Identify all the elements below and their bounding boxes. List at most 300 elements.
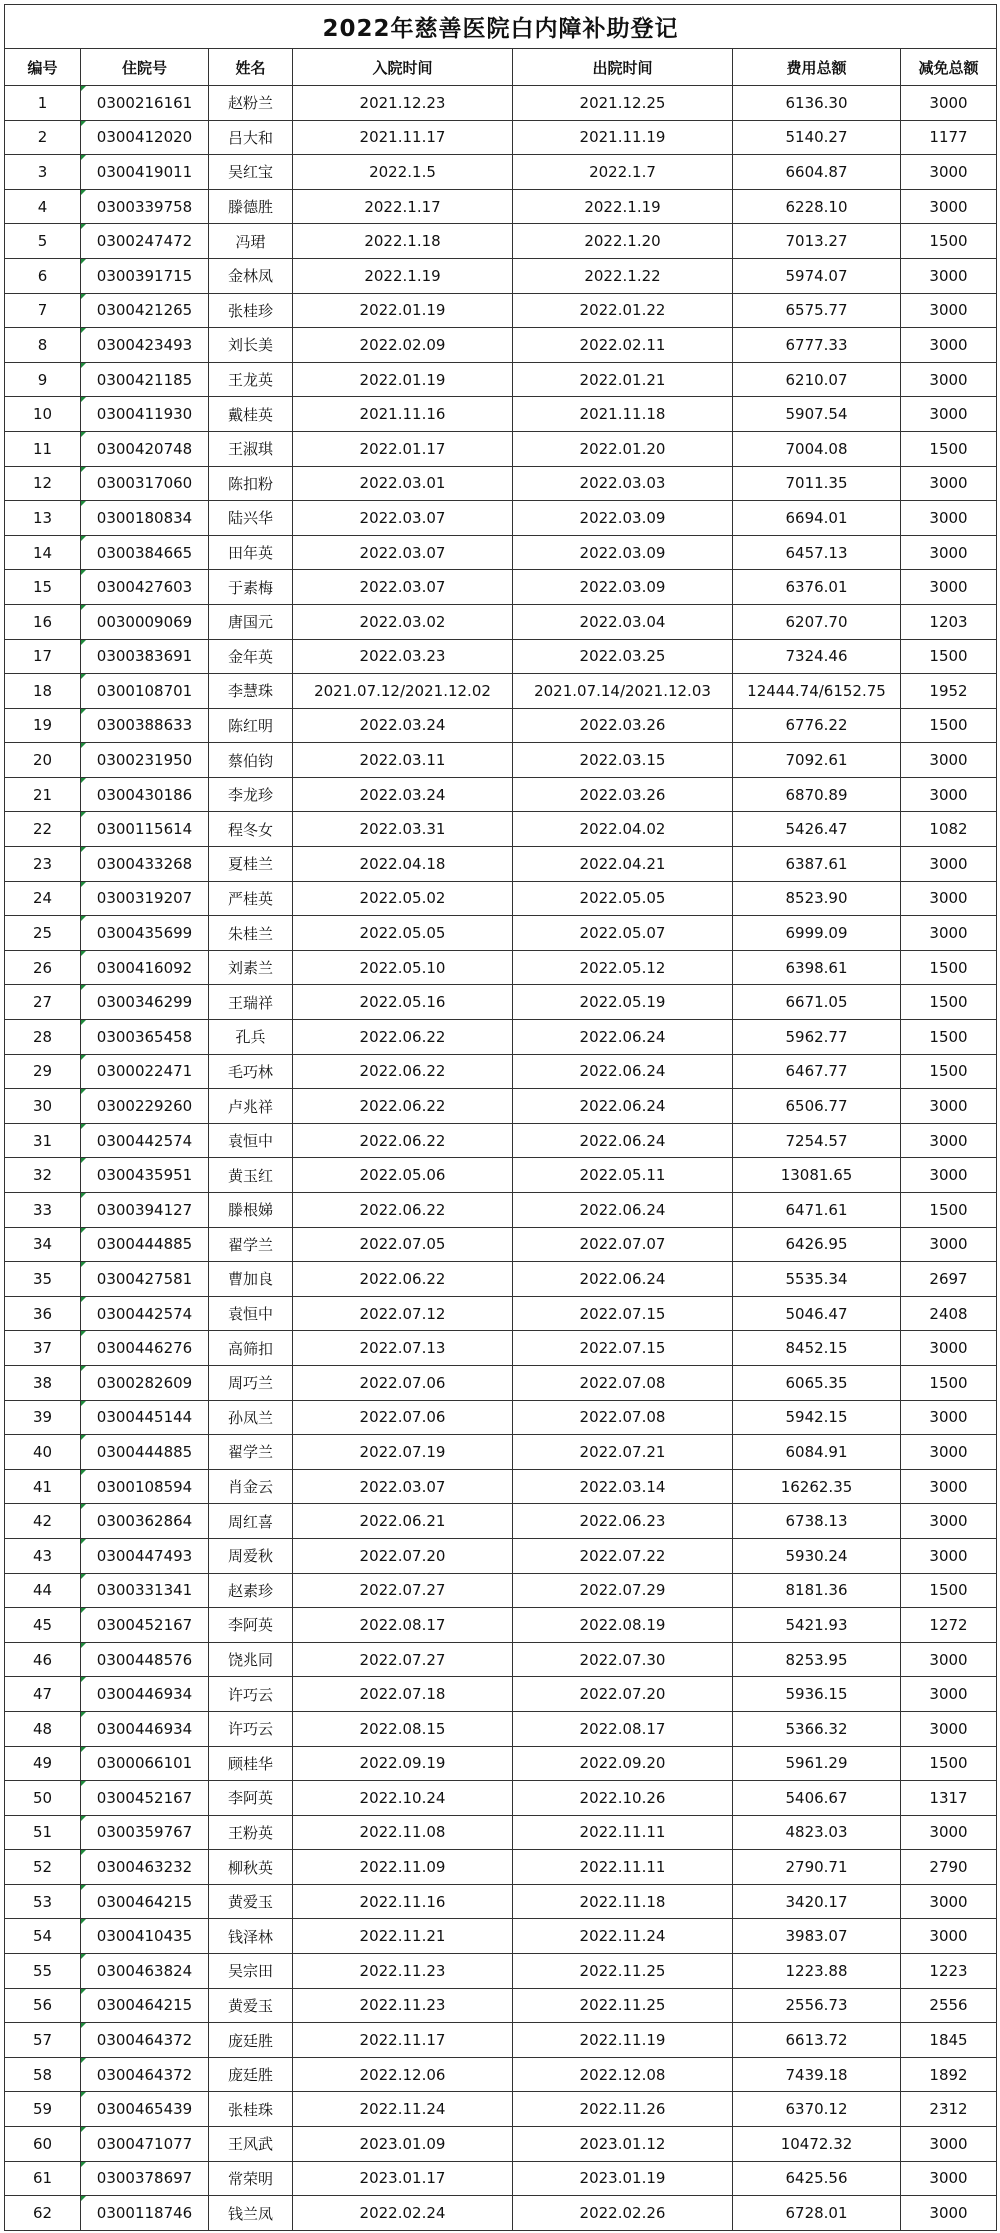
hospital-id: 0300464372	[81, 2023, 209, 2058]
discharge-date: 2022.07.22	[513, 1538, 733, 1573]
patient-name: 顾桂华	[209, 1746, 293, 1781]
admission-date: 2022.11.24	[293, 2092, 513, 2127]
hospital-id: 0300412020	[81, 120, 209, 155]
reduction-total: 1500	[901, 1573, 997, 1608]
patient-name: 陈红明	[209, 708, 293, 743]
row-number: 46	[5, 1642, 81, 1677]
hospital-id: 0300464372	[81, 2057, 209, 2092]
reduction-total: 3000	[901, 1538, 997, 1573]
row-number: 18	[5, 674, 81, 709]
patient-name: 孔兵	[209, 1020, 293, 1055]
patient-name: 金林凤	[209, 258, 293, 293]
admission-date: 2022.05.10	[293, 950, 513, 985]
total-cost: 6376.01	[733, 570, 901, 605]
table-row	[5, 431, 997, 466]
total-cost: 7013.27	[733, 224, 901, 259]
admission-date: 2022.11.23	[293, 1954, 513, 1989]
discharge-date: 2022.03.09	[513, 501, 733, 536]
discharge-date: 2022.11.11	[513, 1850, 733, 1885]
discharge-date: 2021.11.19	[513, 120, 733, 155]
admission-date: 2022.08.15	[293, 1711, 513, 1746]
discharge-date: 2022.07.08	[513, 1400, 733, 1435]
admission-date: 2022.08.17	[293, 1608, 513, 1643]
hospital-id: 0300365458	[81, 1020, 209, 1055]
discharge-date: 2022.03.15	[513, 743, 733, 778]
row-number: 29	[5, 1054, 81, 1089]
reduction-total: 1500	[901, 1020, 997, 1055]
discharge-date: 2022.11.25	[513, 1954, 733, 1989]
patient-name: 朱桂兰	[209, 916, 293, 951]
discharge-date: 2022.06.24	[513, 1089, 733, 1124]
row-number: 21	[5, 777, 81, 812]
hospital-id: 0300421265	[81, 293, 209, 328]
patient-name: 田年英	[209, 535, 293, 570]
header-total-cost: 费用总额	[733, 49, 901, 86]
admission-date: 2022.07.27	[293, 1642, 513, 1677]
hospital-id: 0300410435	[81, 1919, 209, 1954]
header-reduction-total: 减免总额	[901, 49, 997, 86]
discharge-date: 2022.05.05	[513, 881, 733, 916]
table-row	[5, 258, 997, 293]
total-cost: 5140.27	[733, 120, 901, 155]
hospital-id: 0300339758	[81, 189, 209, 224]
table-row	[5, 1919, 997, 1954]
hospital-id: 0300391715	[81, 258, 209, 293]
discharge-date: 2022.03.04	[513, 604, 733, 639]
table-row	[5, 1884, 997, 1919]
admission-date: 2022.03.07	[293, 570, 513, 605]
reduction-total: 1500	[901, 431, 997, 466]
discharge-date: 2022.09.20	[513, 1746, 733, 1781]
hospital-id: 0300066101	[81, 1746, 209, 1781]
table-row	[5, 155, 997, 190]
patient-name: 饶兆同	[209, 1642, 293, 1677]
patient-name: 翟学兰	[209, 1227, 293, 1262]
patient-name: 唐国元	[209, 604, 293, 639]
patient-name: 周巧兰	[209, 1365, 293, 1400]
row-number: 55	[5, 1954, 81, 1989]
table-row	[5, 362, 997, 397]
table-row	[5, 86, 997, 121]
header-name: 姓名	[209, 49, 293, 86]
total-cost: 7324.46	[733, 639, 901, 674]
hospital-id: 0300463232	[81, 1850, 209, 1885]
patient-name: 蔡伯钧	[209, 743, 293, 778]
total-cost: 6370.12	[733, 2092, 901, 2127]
table-row	[5, 1850, 997, 1885]
hospital-id: 0300411930	[81, 397, 209, 432]
patient-name: 戴桂英	[209, 397, 293, 432]
reduction-total: 1892	[901, 2057, 997, 2092]
reduction-total: 3000	[901, 1158, 997, 1193]
patient-name: 翟学兰	[209, 1435, 293, 1470]
patient-name: 李阿英	[209, 1608, 293, 1643]
admission-date: 2022.1.5	[293, 155, 513, 190]
hospital-id: 0300421185	[81, 362, 209, 397]
total-cost: 7004.08	[733, 431, 901, 466]
patient-name: 周红喜	[209, 1504, 293, 1539]
total-cost: 6776.22	[733, 708, 901, 743]
subsidy-table	[4, 4, 997, 2231]
hospital-id: 0300444885	[81, 1435, 209, 1470]
total-cost: 7092.61	[733, 743, 901, 778]
discharge-date: 2022.06.24	[513, 1193, 733, 1228]
admission-date: 2022.07.13	[293, 1331, 513, 1366]
total-cost: 6210.07	[733, 362, 901, 397]
total-cost: 5426.47	[733, 812, 901, 847]
patient-name: 冯珺	[209, 224, 293, 259]
discharge-date: 2022.03.09	[513, 535, 733, 570]
total-cost: 8523.90	[733, 881, 901, 916]
patient-name: 张桂珍	[209, 293, 293, 328]
table-row	[5, 535, 997, 570]
row-number: 15	[5, 570, 81, 605]
hospital-id: 0300394127	[81, 1193, 209, 1228]
hospital-id: 0300464215	[81, 1884, 209, 1919]
patient-name: 陆兴华	[209, 501, 293, 536]
total-cost: 8253.95	[733, 1642, 901, 1677]
row-number: 23	[5, 847, 81, 882]
hospital-id: 0300446276	[81, 1331, 209, 1366]
discharge-date: 2023.01.12	[513, 2127, 733, 2162]
discharge-date: 2022.05.11	[513, 1158, 733, 1193]
table-row	[5, 293, 997, 328]
hospital-id: 0300433268	[81, 847, 209, 882]
row-number: 28	[5, 1020, 81, 1055]
table-row	[5, 501, 997, 536]
patient-name: 庞廷胜	[209, 2023, 293, 2058]
admission-date: 2022.02.09	[293, 328, 513, 363]
total-cost: 6207.70	[733, 604, 901, 639]
reduction-total: 3000	[901, 1504, 997, 1539]
reduction-total: 3000	[901, 362, 997, 397]
hospital-id: 0300445144	[81, 1400, 209, 1435]
reduction-total: 3000	[901, 501, 997, 536]
patient-name: 李阿英	[209, 1781, 293, 1816]
patient-name: 袁恒中	[209, 1123, 293, 1158]
discharge-date: 2022.06.23	[513, 1504, 733, 1539]
row-number: 1	[5, 86, 81, 121]
reduction-total: 1500	[901, 1193, 997, 1228]
row-number: 30	[5, 1089, 81, 1124]
reduction-total: 1500	[901, 639, 997, 674]
table-row	[5, 1020, 997, 1055]
admission-date: 2022.06.22	[293, 1193, 513, 1228]
reduction-total: 1500	[901, 1746, 997, 1781]
row-number: 41	[5, 1469, 81, 1504]
discharge-date: 2021.12.25	[513, 86, 733, 121]
admission-date: 2022.03.01	[293, 466, 513, 501]
admission-date: 2022.11.08	[293, 1815, 513, 1850]
admission-date: 2022.06.22	[293, 1020, 513, 1055]
admission-date: 2022.11.09	[293, 1850, 513, 1885]
patient-name: 王龙英	[209, 362, 293, 397]
discharge-date: 2022.06.24	[513, 1123, 733, 1158]
total-cost: 5936.15	[733, 1677, 901, 1712]
patient-name: 李龙珍	[209, 777, 293, 812]
admission-date: 2022.1.18	[293, 224, 513, 259]
admission-date: 2021.11.17	[293, 120, 513, 155]
total-cost: 6604.87	[733, 155, 901, 190]
row-number: 35	[5, 1262, 81, 1297]
hospital-id: 0300430186	[81, 777, 209, 812]
admission-date: 2022.06.22	[293, 1123, 513, 1158]
row-number: 44	[5, 1573, 81, 1608]
admission-date: 2022.07.12	[293, 1296, 513, 1331]
row-number: 40	[5, 1435, 81, 1470]
discharge-date: 2022.01.20	[513, 431, 733, 466]
table-row	[5, 1538, 997, 1573]
discharge-date: 2021.07.14/2021.12.03	[513, 674, 733, 709]
patient-name: 王风武	[209, 2127, 293, 2162]
header-discharge-date: 出院时间	[513, 49, 733, 86]
row-number: 12	[5, 466, 81, 501]
discharge-date: 2022.11.25	[513, 1988, 733, 2023]
admission-date: 2022.05.05	[293, 916, 513, 951]
hospital-id: 0300442574	[81, 1296, 209, 1331]
patient-name: 曹加良	[209, 1262, 293, 1297]
admission-date: 2022.04.18	[293, 847, 513, 882]
hospital-id: 0300471077	[81, 2127, 209, 2162]
discharge-date: 2022.03.09	[513, 570, 733, 605]
admission-date: 2022.03.24	[293, 708, 513, 743]
total-cost: 6671.05	[733, 985, 901, 1020]
total-cost: 6870.89	[733, 777, 901, 812]
row-number: 13	[5, 501, 81, 536]
table-body	[5, 86, 997, 2231]
reduction-total: 3000	[901, 328, 997, 363]
discharge-date: 2022.01.22	[513, 293, 733, 328]
discharge-date: 2022.1.19	[513, 189, 733, 224]
hospital-id: 0300247472	[81, 224, 209, 259]
admission-date: 2022.1.19	[293, 258, 513, 293]
hospital-id: 0300115614	[81, 812, 209, 847]
total-cost: 5974.07	[733, 258, 901, 293]
total-cost: 13081.65	[733, 1158, 901, 1193]
table-row	[5, 2196, 997, 2231]
total-cost: 6387.61	[733, 847, 901, 882]
row-number: 33	[5, 1193, 81, 1228]
discharge-date: 2022.06.24	[513, 1054, 733, 1089]
admission-date: 2022.06.22	[293, 1054, 513, 1089]
total-cost: 6467.77	[733, 1054, 901, 1089]
table-row	[5, 2023, 997, 2058]
discharge-date: 2022.06.24	[513, 1262, 733, 1297]
table-row	[5, 881, 997, 916]
row-number: 3	[5, 155, 81, 190]
patient-name: 金年英	[209, 639, 293, 674]
hospital-id: 0300384665	[81, 535, 209, 570]
row-number: 51	[5, 1815, 81, 1850]
hospital-id: 0300447493	[81, 1538, 209, 1573]
total-cost: 8181.36	[733, 1573, 901, 1608]
row-number: 48	[5, 1711, 81, 1746]
row-number: 19	[5, 708, 81, 743]
hospital-id: 0300359767	[81, 1815, 209, 1850]
total-cost: 6575.77	[733, 293, 901, 328]
hospital-id: 0300464215	[81, 1988, 209, 2023]
table-row	[5, 674, 997, 709]
reduction-total: 1317	[901, 1781, 997, 1816]
reduction-total: 1500	[901, 224, 997, 259]
reduction-total: 1223	[901, 1954, 997, 1989]
hospital-id: 0300229260	[81, 1089, 209, 1124]
patient-name: 赵素珍	[209, 1573, 293, 1608]
admission-date: 2022.03.11	[293, 743, 513, 778]
reduction-total: 1082	[901, 812, 997, 847]
patient-name: 吴宗田	[209, 1954, 293, 1989]
admission-date: 2022.07.06	[293, 1400, 513, 1435]
hospital-id: 0300108701	[81, 674, 209, 709]
total-cost: 1223.88	[733, 1954, 901, 1989]
total-cost: 6398.61	[733, 950, 901, 985]
table-row	[5, 604, 997, 639]
table-row	[5, 1089, 997, 1124]
reduction-total: 2790	[901, 1850, 997, 1885]
admission-date: 2022.02.24	[293, 2196, 513, 2231]
table-row	[5, 466, 997, 501]
table-row	[5, 1642, 997, 1677]
reduction-total: 1952	[901, 674, 997, 709]
admission-date: 2022.03.31	[293, 812, 513, 847]
discharge-date: 2022.07.29	[513, 1573, 733, 1608]
hospital-id: 0300435951	[81, 1158, 209, 1193]
row-number: 25	[5, 916, 81, 951]
total-cost: 7254.57	[733, 1123, 901, 1158]
reduction-total: 1272	[901, 1608, 997, 1643]
row-number: 11	[5, 431, 81, 466]
patient-name: 钱泽林	[209, 1919, 293, 1954]
row-number: 6	[5, 258, 81, 293]
admission-date: 2022.11.23	[293, 1988, 513, 2023]
discharge-date: 2022.08.17	[513, 1711, 733, 1746]
row-number: 16	[5, 604, 81, 639]
row-number: 22	[5, 812, 81, 847]
admission-date: 2022.05.02	[293, 881, 513, 916]
total-cost: 7011.35	[733, 466, 901, 501]
reduction-total: 3000	[901, 397, 997, 432]
total-cost: 6065.35	[733, 1365, 901, 1400]
reduction-total: 3000	[901, 1469, 997, 1504]
reduction-total: 3000	[901, 1677, 997, 1712]
reduction-total: 3000	[901, 777, 997, 812]
reduction-total: 2697	[901, 1262, 997, 1297]
table-row	[5, 1711, 997, 1746]
row-number: 38	[5, 1365, 81, 1400]
row-number: 32	[5, 1158, 81, 1193]
row-number: 62	[5, 2196, 81, 2231]
hospital-id: 0030009069	[81, 604, 209, 639]
patient-name: 滕根娣	[209, 1193, 293, 1228]
row-number: 52	[5, 1850, 81, 1885]
discharge-date: 2022.04.02	[513, 812, 733, 847]
table-row	[5, 1746, 997, 1781]
row-number: 14	[5, 535, 81, 570]
admission-date: 2022.05.06	[293, 1158, 513, 1193]
hospital-id: 0300419011	[81, 155, 209, 190]
hospital-id: 0300423493	[81, 328, 209, 363]
table-row	[5, 1054, 997, 1089]
reduction-total: 3000	[901, 1919, 997, 1954]
table-row	[5, 847, 997, 882]
row-number: 39	[5, 1400, 81, 1435]
row-number: 36	[5, 1296, 81, 1331]
hospital-id: 0300319207	[81, 881, 209, 916]
admission-date: 2022.1.17	[293, 189, 513, 224]
patient-name: 吕大和	[209, 120, 293, 155]
patient-name: 黄玉红	[209, 1158, 293, 1193]
discharge-date: 2022.04.21	[513, 847, 733, 882]
total-cost: 10472.32	[733, 2127, 901, 2162]
patient-name: 黄爱玉	[209, 1884, 293, 1919]
admission-date: 2021.07.12/2021.12.02	[293, 674, 513, 709]
table-row	[5, 1573, 997, 1608]
row-number: 47	[5, 1677, 81, 1712]
admission-date: 2022.12.06	[293, 2057, 513, 2092]
hospital-id: 0300388633	[81, 708, 209, 743]
admission-date: 2022.06.22	[293, 1089, 513, 1124]
reduction-total: 3000	[901, 258, 997, 293]
patient-name: 孙凤兰	[209, 1400, 293, 1435]
discharge-date: 2022.1.20	[513, 224, 733, 259]
admission-date: 2022.06.22	[293, 1262, 513, 1297]
row-number: 60	[5, 2127, 81, 2162]
discharge-date: 2023.01.19	[513, 2161, 733, 2196]
reduction-total: 1500	[901, 708, 997, 743]
discharge-date: 2022.07.15	[513, 1296, 733, 1331]
hospital-id: 0300463824	[81, 1954, 209, 1989]
row-number: 61	[5, 2161, 81, 2196]
patient-name: 刘长美	[209, 328, 293, 363]
total-cost: 5535.34	[733, 1262, 901, 1297]
discharge-date: 2022.05.12	[513, 950, 733, 985]
hospital-id: 0300108594	[81, 1469, 209, 1504]
patient-name: 毛巧林	[209, 1054, 293, 1089]
row-number: 56	[5, 1988, 81, 2023]
total-cost: 6613.72	[733, 2023, 901, 2058]
total-cost: 7439.18	[733, 2057, 901, 2092]
patient-name: 黄爱玉	[209, 1988, 293, 2023]
total-cost: 5366.32	[733, 1711, 901, 1746]
patient-name: 张桂珠	[209, 2092, 293, 2127]
admission-date: 2022.11.17	[293, 2023, 513, 2058]
discharge-date: 2022.03.14	[513, 1469, 733, 1504]
hospital-id: 0300317060	[81, 466, 209, 501]
total-cost: 2556.73	[733, 1988, 901, 2023]
row-number: 5	[5, 224, 81, 259]
reduction-total: 3000	[901, 535, 997, 570]
admission-date: 2022.11.16	[293, 1884, 513, 1919]
table-row	[5, 1608, 997, 1643]
admission-date: 2022.03.07	[293, 535, 513, 570]
admission-date: 2022.07.06	[293, 1365, 513, 1400]
reduction-total: 2556	[901, 1988, 997, 2023]
table-row	[5, 1954, 997, 1989]
reduction-total: 3000	[901, 1711, 997, 1746]
patient-name: 吴红宝	[209, 155, 293, 190]
total-cost: 4823.03	[733, 1815, 901, 1850]
admission-date: 2022.07.27	[293, 1573, 513, 1608]
reduction-total: 1203	[901, 604, 997, 639]
table-row	[5, 777, 997, 812]
table-row	[5, 1435, 997, 1470]
table-row	[5, 189, 997, 224]
discharge-date: 2022.05.19	[513, 985, 733, 1020]
reduction-total: 3000	[901, 189, 997, 224]
table-row	[5, 950, 997, 985]
reduction-total: 2408	[901, 1296, 997, 1331]
row-number: 4	[5, 189, 81, 224]
